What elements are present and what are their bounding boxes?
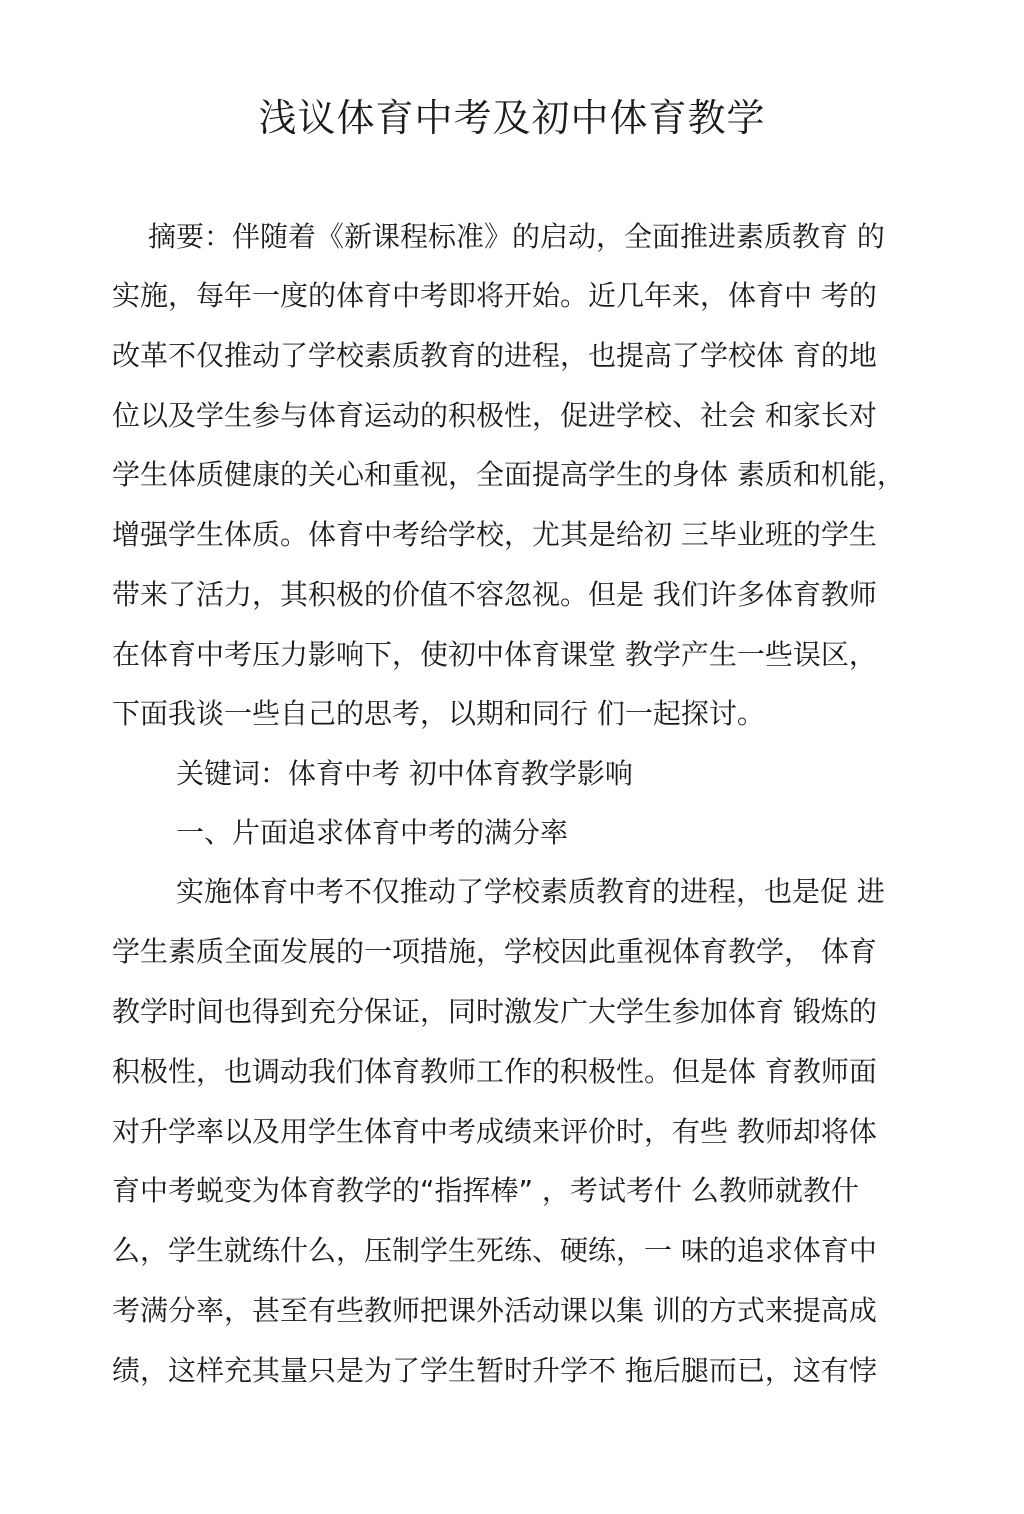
body-line: 考满分率，甚至有些教师把课外活动课以集 训的方式来提高成 — [112, 1294, 877, 1327]
abstract-line: 学生体质健康的关心和重视，全面提高学生的身体 素质和机能， — [112, 458, 905, 491]
abstract-line: 带来了活力，其积极的价值不容忽视。但是 我们许多体育教师 — [112, 578, 877, 611]
abstract-line: 改革不仅推动了学校素质教育的进程，也提高了学校体 育的地 — [112, 339, 877, 372]
body-line: 么，学生就练什么，压制学生死练、硬练，一 味的追求体育中 — [112, 1234, 877, 1267]
abstract-line: 在体育中考压力影响下，使初中体育课堂 教学产生一些误区， — [112, 638, 877, 671]
abstract-line: 位以及学生参与体育运动的积极性，促进学校、社会 和家长对 — [112, 399, 877, 432]
section-heading: 一、片面追求体育中考的满分率 — [176, 816, 569, 849]
body-line: 育中考蜕变为体育教学的“指挥棒” ，考试考什 么教师就教什 — [112, 1174, 859, 1207]
abstract-line: 增强学生体质。体育中考给学校，尤其是给初 三毕业班的学生 — [112, 518, 877, 551]
keywords: 关键词：体育中考 初中体育教学影响 — [176, 757, 633, 790]
body-line: 绩，这样充其量只是为了学生暂时升学不 拖后腿而已，这有悖 — [112, 1354, 877, 1387]
document-title: 浅议体育中考及初中体育教学 — [258, 96, 766, 140]
abstract-line: 实施，每年一度的体育中考即将开始。近几年来，体育中 考的 — [112, 279, 877, 312]
body-line: 积极性，也调动我们体育教师工作的积极性。但是体 育教师面 — [112, 1055, 877, 1088]
body-line: 学生素质全面发展的一项措施，学校因此重视体育教学， 体育 — [112, 935, 877, 968]
body-line: 实施体育中考不仅推动了学校素质教育的进程，也是促 进 — [176, 875, 885, 908]
body-line: 教学时间也得到充分保证，同时激发广大学生参加体育 锻炼的 — [112, 995, 877, 1028]
body-line: 对升学率以及用学生体育中考成绩来评价时，有些 教师却将体 — [112, 1115, 877, 1148]
abstract-line: 摘要：伴随着《新课程标准》的启动，全面推进素质教育 的 — [148, 220, 885, 253]
abstract-line: 下面我谈一些自己的思考，以期和同行 们一起探讨。 — [112, 697, 765, 730]
